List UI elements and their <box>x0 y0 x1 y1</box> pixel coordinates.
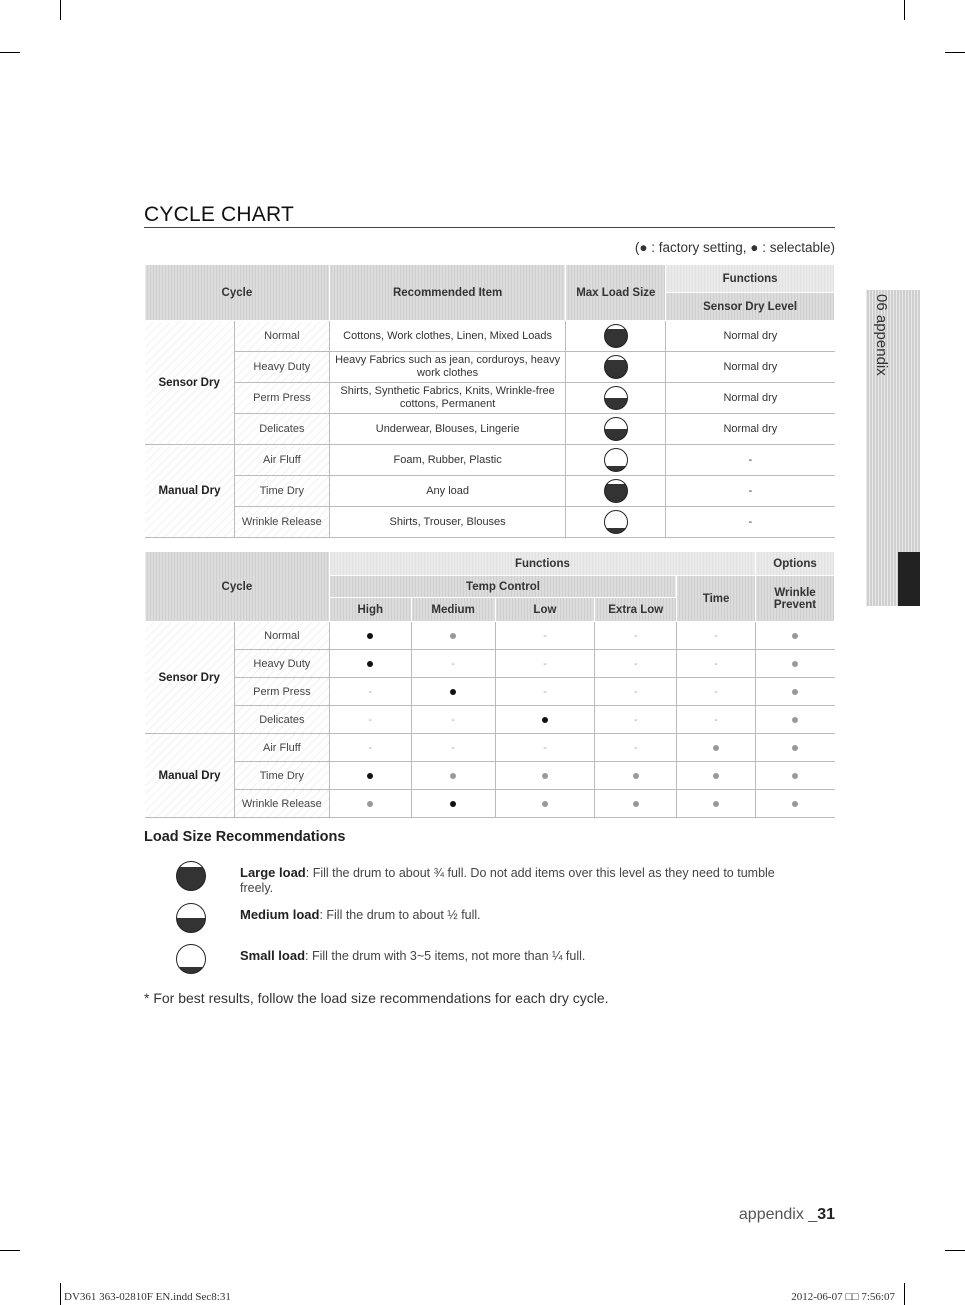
header-max-load-size: Max Load Size <box>566 265 666 321</box>
folio-label: appendix _ <box>738 1206 818 1223</box>
not-available-dash: - <box>714 657 718 670</box>
high-cell <box>329 734 411 762</box>
load-size-description: : Fill the drum with 3~5 items, not more than ¼ full. <box>305 949 586 963</box>
high-cell <box>329 790 411 818</box>
selectable-dot <box>450 773 456 779</box>
wrinkle-prevent-cell <box>756 762 835 790</box>
side-tab <box>866 290 920 606</box>
cycle-name: Delicates <box>234 414 329 445</box>
header-functions: Functions <box>329 552 755 576</box>
header-time: Time <box>677 576 756 622</box>
medium-cell <box>411 762 495 790</box>
load-size-heading: Load Size Recommendations <box>144 829 346 845</box>
selectable-dot <box>633 801 639 807</box>
selectable-dot <box>792 801 798 807</box>
max-load-cell <box>566 507 666 538</box>
time-cell <box>677 706 756 734</box>
legend-note <box>635 240 835 255</box>
medium-cell <box>411 734 495 762</box>
crop-mark <box>60 0 61 20</box>
selectable-dot <box>792 745 798 751</box>
header-wrinkle-prevent: Wrinkle Prevent <box>756 576 835 622</box>
selectable-dot <box>713 801 719 807</box>
side-tab-label: 06 appendix <box>873 294 890 376</box>
selectable-dot <box>542 773 548 779</box>
factory-setting-dot <box>367 633 373 639</box>
factory-setting-dot <box>367 661 373 667</box>
side-tab-marker <box>898 552 920 606</box>
factory-setting-dot <box>367 773 373 779</box>
recommended-item: Shirts, Synthetic Fabrics, Knits, Wrinkle-free cottons, Permanent <box>329 383 566 414</box>
page-title: CYCLE CHART <box>144 203 295 226</box>
page-folio <box>739 1206 835 1224</box>
selectable-dot <box>792 773 798 779</box>
table-row <box>145 678 835 706</box>
selectable-dot <box>792 661 798 667</box>
medium-cell <box>411 622 495 650</box>
sensor-dry-level: Normal dry <box>666 414 835 445</box>
high-cell <box>329 650 411 678</box>
header-high: High <box>329 598 411 622</box>
wrinkle-prevent-cell <box>756 622 835 650</box>
time-cell <box>677 790 756 818</box>
large-load-icon <box>604 479 628 503</box>
extra-low-cell <box>595 706 677 734</box>
page-number: 31 <box>817 1206 835 1223</box>
table-row <box>145 383 835 414</box>
table-row <box>145 352 835 383</box>
max-load-cell <box>566 476 666 507</box>
table-row <box>145 476 835 507</box>
high-cell <box>329 706 411 734</box>
recommended-item: Shirts, Trouser, Blouses <box>329 507 566 538</box>
recommended-item: Underwear, Blouses, Lingerie <box>329 414 566 445</box>
table-row <box>145 622 835 650</box>
selectable-dot <box>792 633 798 639</box>
not-available-dash: - <box>451 713 455 726</box>
legend-text: (● : factory setting, ● : selectable) <box>634 240 835 255</box>
extra-low-cell <box>595 762 677 790</box>
table-row <box>145 762 835 790</box>
time-cell <box>677 734 756 762</box>
wrinkle-prevent-cell <box>756 678 835 706</box>
cycle-group-label: Sensor Dry <box>145 622 235 734</box>
extra-low-cell <box>595 650 677 678</box>
cycle-name: Air Fluff <box>234 445 329 476</box>
selectable-dot <box>367 801 373 807</box>
not-available-dash: - <box>543 741 547 754</box>
not-available-dash: - <box>451 657 455 670</box>
title-rule <box>144 227 835 228</box>
high-cell <box>329 678 411 706</box>
crop-mark <box>904 1283 905 1305</box>
cycle-group-label: Manual Dry <box>145 734 235 818</box>
recommended-item: Heavy Fabrics such as jean, corduroys, heavy work clothes <box>329 352 566 383</box>
slug-timestamp: 2012-06-07 □□ 7:56:07 <box>791 1291 895 1303</box>
low-cell <box>495 706 595 734</box>
table-row <box>145 507 835 538</box>
large-load-icon <box>604 355 628 379</box>
table-row <box>145 414 835 445</box>
table-row <box>145 790 835 818</box>
max-load-cell <box>566 352 666 383</box>
wrinkle-prevent-cell <box>756 650 835 678</box>
not-available-dash: - <box>451 741 455 754</box>
factory-setting-dot <box>542 717 548 723</box>
selectable-dot <box>542 801 548 807</box>
max-load-cell <box>566 321 666 352</box>
medium-cell <box>411 650 495 678</box>
crop-mark <box>904 0 905 20</box>
cycle-name: Normal <box>234 321 329 352</box>
medium-load-icon <box>604 417 628 441</box>
extra-low-cell <box>595 790 677 818</box>
not-available-dash: - <box>543 629 547 642</box>
cycle-name: Time Dry <box>234 762 329 790</box>
load-size-item <box>170 903 810 937</box>
high-cell <box>329 762 411 790</box>
cycle-name: Normal <box>234 622 329 650</box>
not-available-dash: - <box>714 685 718 698</box>
selectable-dot <box>713 773 719 779</box>
selectable-dot <box>792 717 798 723</box>
extra-low-cell <box>595 678 677 706</box>
header-functions: Functions <box>666 265 835 293</box>
medium-load-icon <box>604 386 628 410</box>
load-size-label: Small load <box>240 948 306 963</box>
table-row <box>145 445 835 476</box>
header-temp-control: Temp Control <box>329 576 676 598</box>
header-low: Low <box>495 598 595 622</box>
table-row <box>145 321 835 352</box>
cycle-name: Time Dry <box>234 476 329 507</box>
max-load-cell <box>566 383 666 414</box>
recommended-item: Any load <box>329 476 566 507</box>
cycle-name: Wrinkle Release <box>234 790 329 818</box>
cycle-table <box>144 264 835 538</box>
time-cell <box>677 762 756 790</box>
load-size-label: Medium load <box>240 907 320 922</box>
not-available-dash: - <box>368 713 373 726</box>
factory-setting-dot <box>450 689 456 695</box>
recommended-item: Foam, Rubber, Plastic <box>329 445 566 476</box>
footnote: * For best results, follow the load size recommendations for each dry cycle. <box>144 990 609 1006</box>
load-size-label: Large load <box>240 865 306 880</box>
selectable-dot <box>792 689 798 695</box>
sensor-dry-level: Normal dry <box>666 321 835 352</box>
extra-low-cell <box>595 734 677 762</box>
crop-mark <box>0 52 20 53</box>
sensor-dry-level: Normal dry <box>666 383 835 414</box>
cycle-name: Delicates <box>234 706 329 734</box>
cycle-name: Air Fluff <box>234 734 329 762</box>
not-available-dash: - <box>368 741 373 754</box>
low-cell <box>495 650 595 678</box>
crop-mark <box>60 1283 61 1305</box>
functions-table <box>144 551 835 818</box>
medium-load-icon <box>176 903 206 933</box>
not-available-dash: - <box>633 741 638 754</box>
max-load-cell <box>566 445 666 476</box>
low-cell <box>495 678 595 706</box>
not-available-dash: - <box>633 685 638 698</box>
crop-mark <box>945 52 965 53</box>
wrinkle-prevent-cell <box>756 734 835 762</box>
large-load-icon <box>176 861 206 891</box>
medium-cell <box>411 790 495 818</box>
cycle-name: Perm Press <box>234 678 329 706</box>
header-recommended-item: Recommended Item <box>329 265 566 321</box>
selectable-dot <box>450 633 456 639</box>
load-size-text <box>240 948 800 964</box>
not-available-dash: - <box>368 685 373 698</box>
medium-cell <box>411 678 495 706</box>
load-size-description: : Fill the drum to about ½ full. <box>319 908 481 922</box>
not-available-dash: - <box>714 713 718 726</box>
medium-cell <box>411 706 495 734</box>
table-row <box>145 706 835 734</box>
not-available-dash: - <box>543 685 547 698</box>
low-cell <box>495 762 595 790</box>
load-size-text <box>240 865 800 896</box>
header-medium: Medium <box>411 598 495 622</box>
small-load-icon <box>176 944 206 974</box>
header-extra-low: Extra Low <box>595 598 677 622</box>
header-cycle: Cycle <box>145 552 330 622</box>
table-row <box>145 650 835 678</box>
crop-mark <box>0 1250 20 1251</box>
low-cell <box>495 790 595 818</box>
cycle-name: Heavy Duty <box>234 650 329 678</box>
not-available-dash: - <box>543 657 547 670</box>
max-load-cell <box>566 414 666 445</box>
recommended-item: Cottons, Work clothes, Linen, Mixed Loads <box>329 321 566 352</box>
time-cell <box>677 622 756 650</box>
cycle-group-label: Manual Dry <box>145 445 235 538</box>
header-options: Options <box>756 552 835 576</box>
cycle-name: Perm Press <box>234 383 329 414</box>
large-load-icon <box>604 324 628 348</box>
extra-low-cell <box>595 622 677 650</box>
not-available-dash: - <box>633 657 638 670</box>
small-load-icon <box>604 448 628 472</box>
not-available-dash: - <box>633 713 638 726</box>
header-cycle: Cycle <box>145 265 330 321</box>
sensor-dry-level: - <box>666 507 835 538</box>
low-cell <box>495 734 595 762</box>
cycle-group-label: Sensor Dry <box>145 321 235 445</box>
load-size-item <box>170 861 810 895</box>
crop-mark <box>945 1250 965 1251</box>
slug-filename: DV361 363-02810F EN.indd Sec8:31 <box>64 1291 231 1303</box>
wrinkle-prevent-cell <box>756 790 835 818</box>
cycle-name: Heavy Duty <box>234 352 329 383</box>
sensor-dry-level: Normal dry <box>666 352 835 383</box>
cycle-name: Wrinkle Release <box>234 507 329 538</box>
low-cell <box>495 622 595 650</box>
small-load-icon <box>604 510 628 534</box>
load-size-description: : Fill the drum to about ¾ full. Do not add items over this level as they need to tumble freely. <box>240 866 775 895</box>
header-sensor-dry-level: Sensor Dry Level <box>666 293 835 321</box>
selectable-dot <box>713 745 719 751</box>
table-row <box>145 734 835 762</box>
factory-setting-dot <box>450 801 456 807</box>
sensor-dry-level: - <box>666 445 835 476</box>
not-available-dash: - <box>633 629 638 642</box>
not-available-dash: - <box>714 629 718 642</box>
high-cell <box>329 622 411 650</box>
load-size-text <box>240 907 800 923</box>
wrinkle-prevent-cell <box>756 706 835 734</box>
selectable-dot <box>633 773 639 779</box>
time-cell <box>677 650 756 678</box>
sensor-dry-level: - <box>666 476 835 507</box>
load-size-item <box>170 944 810 978</box>
time-cell <box>677 678 756 706</box>
